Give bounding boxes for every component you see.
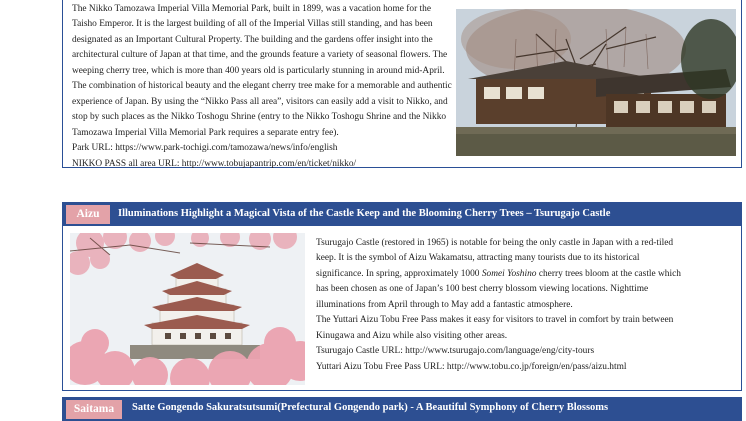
aizu-body-part1: Tsurugajo Castle (restored in 1965) is notable for being the only castle in Japan with a red-tiled keep. It is the symbol of Aizu Wakamatsu, attracting many tourists due to its historical significance. In spring, approximately 1000 [316, 238, 674, 279]
nikko-pass-url: NIKKO PASS all area URL: http://www.tobujapantrip.com/en/ticket/nikko/ [72, 158, 357, 169]
tsurugajo-castle-photo [70, 233, 305, 385]
nikko-description [72, 2, 455, 172]
tamozawa-villa-photo [456, 9, 736, 156]
tsurugajo-castle-illustration [70, 233, 305, 385]
aizu-body-text [316, 236, 688, 313]
tamozawa-villa-illustration [456, 9, 736, 156]
saitama-heading: Satte Gongendo Sakuratsutsumi(Prefectural Gongendo park) - A Beautiful Symphony of Cherry Blossoms [132, 402, 609, 413]
aizu-description [316, 236, 688, 375]
aizu-body-part2: cherry trees bloom at the castle which has been chosen as one of Japan’s 100 best cherry blossom viewing locations. Nighttime illuminations from April through to May add a fantastic atmosphere. [316, 268, 681, 310]
aizu-pass-url: Yuttari Aizu Tobu Free Pass URL: http://www.tobu.co.jp/foreign/en/pass/aizu.html [316, 361, 627, 372]
aizu-heading: Illuminations Highlight a Magical Vista of the Castle Keep and the Blooming Cherry Trees – Tsurugajo Castle [118, 208, 611, 219]
aizu-pass-text: The Yuttari Aizu Tobu Free Pass makes it easy for visitors to travel in comfort by train between Kinugawa and Aizu while also visiting other areas. [316, 315, 674, 341]
saitama-region-tag: Saitama [66, 400, 122, 419]
nikko-park-url: Park URL: https://www.park-tochigi.com/tamozawa/news/info/english [72, 143, 338, 154]
aizu-region-tag: Aizu [66, 205, 110, 224]
aizu-body-italic: Somei Yoshino [481, 268, 537, 279]
nikko-body-text: The Nikko Tamozawa Imperial Villa Memorial Park, built in 1899, was a vacation home for the Taisho Emperor. It is the largest building of all of the Imperial Villas still standing, and has been designated as an Important Cultural Property. The building and the gardens offer insight into the architectural culture of Japan at that time, and the grounds feature a variety of seasonal flowers. The weeping cherry tree, which is more than 400 years old is particularly stunning in around mid-April. The combination of historical beauty and the elegant cherry tree make for a memorable and authentic experience of Japan. By using the “Nikko Pass all area”, visitors can easily add a visit to Nikko, and stop by such places as the Nikko Toshogu Shrine (entry to the Nikko Toshogu Shrine and the Nikko Tamozawa Imperial Villa Memorial Park requires a separate entry fee). [72, 4, 452, 138]
aizu-castle-url: Tsurugajo Castle URL: http://www.tsurugajo.com/language/eng/city-tours [316, 346, 595, 357]
